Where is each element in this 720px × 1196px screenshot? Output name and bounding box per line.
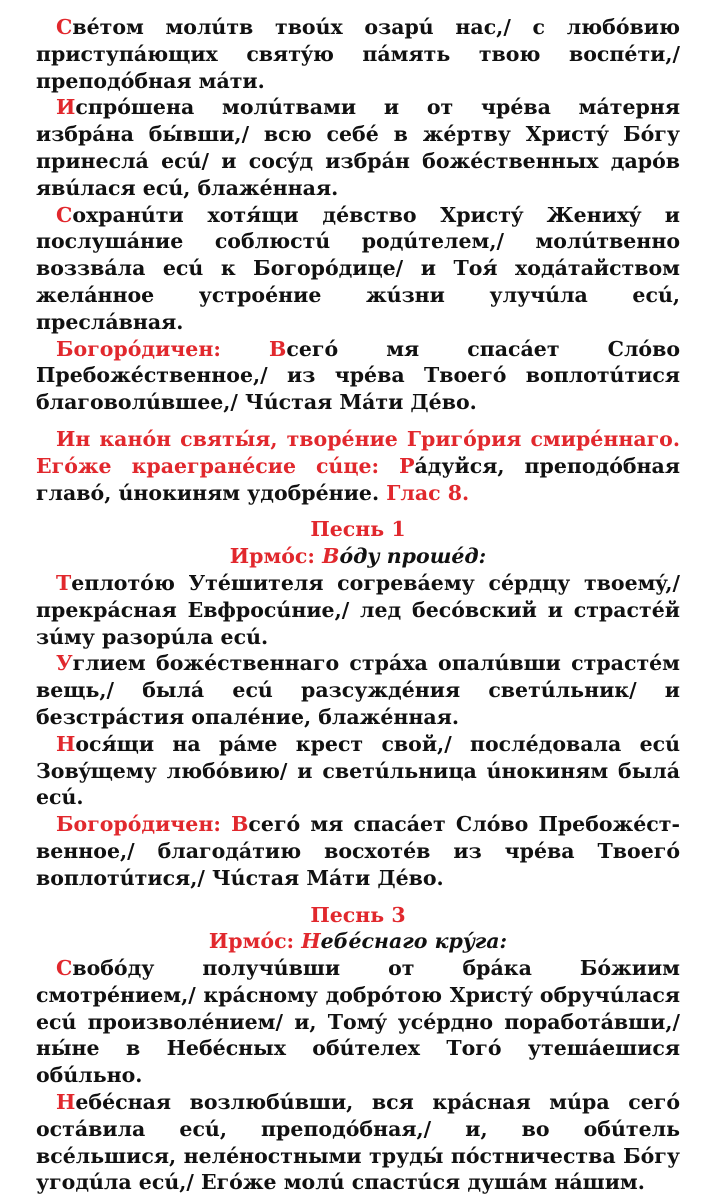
drop-initial: Н [56, 731, 76, 756]
theotokion-label: Богорóдичен: [56, 812, 221, 837]
canon-intro-rubric: Ин канóн святы́я, творéние Григóрия смирéннаго. Егóже краегранéсие сúце: [36, 426, 680, 478]
theotokion-1 [36, 336, 680, 416]
drop-initial: С [56, 956, 73, 981]
theotokion-text: сегó мя спасáет Слóво Пребожéственное,/ благодáтию восхотéв из чрéва Твоегó воплотúтися,/ Чúстая Мáти Дéво. [36, 812, 680, 890]
irmos-text: óду прошéд: [339, 544, 487, 569]
theotokion-label: Богорóдичен: [56, 336, 221, 361]
tone-label: Глас 8. [386, 480, 470, 505]
ode-1-irmos [36, 543, 680, 570]
verse-text: охранúти хотя́щи дéвство Христý Женихý и послушáние соблюстú родúтелем,/ молúтвенно воззвáла есú к Богорóдице/ и Тоя́ ходáтайством желáнное устроéние жúзни улучúла есú, преслáвная. [36, 202, 680, 334]
verse-text: глием божéственнаго стрáха опалúвши страстéм вещь,/ былá есú разсуждéния светúльник/ и безстрáстия опалéние, блажéнная. [36, 651, 680, 729]
irmos-text: ебéснаго крýга: [320, 929, 508, 954]
ode-1-verse-1 [36, 570, 680, 650]
acrostic-text: áдуйся, преподóбная главó, úнокиням удобрéние. [36, 453, 680, 505]
ode-3-verse-2 [36, 1089, 680, 1196]
canon-intro [36, 426, 680, 506]
ode-3-irmos [36, 928, 680, 955]
verse-3 [36, 202, 680, 336]
irmos-initial: Н [301, 929, 321, 954]
ode-1-title: Песнь 1 [310, 517, 406, 542]
ode-3-verse-1 [36, 955, 680, 1089]
verse-text: ося́щи на рáме крест свой,/ послéдовала есú Зовýщему любóвию/ и светúльница úнокиням былá есú. [36, 731, 680, 810]
drop-initial: Р [399, 453, 415, 478]
ode-1-verse-2 [36, 650, 680, 730]
irmos-label: Ирмóс: [229, 544, 315, 569]
drop-initial: У [56, 651, 73, 676]
theotokion-text: сегó мя спасáет Слóво Пребожéственное,/ из чрéва Твоегó воплотúтися благоволúвшее,/ Чúстая Мáти Дéво. [36, 336, 681, 415]
verse-1 [36, 14, 680, 94]
drop-initial: С [56, 15, 73, 39]
drop-initial: С [56, 202, 73, 227]
drop-initial: Н [56, 1090, 76, 1115]
drop-initial: И [56, 95, 76, 120]
drop-initial: В [231, 812, 249, 837]
ode-3-title: Песнь 3 [310, 902, 406, 927]
irmos-label: Ирмóс: [208, 929, 295, 954]
verse-text: еплотóю Утéшителя согревáему сéрдцу твоемý,/ прекрáсная Евфросúние,/ лед бесóвский и страстéй зúму разорúла есú. [36, 570, 680, 649]
ode-1-verse-3 [36, 731, 680, 811]
verse-text: вéтом молúтв твоúх озарú нас,/ с любóвию приступáющих святýю пáмять твою воспéти,/ преподóбная мáти. [36, 15, 680, 93]
verse-text: спрóшена молúтвами и от чрéва мáтерня избрáна бы́вши,/ всю себé в жéртву Христý Бóгу принеслá есú/ и сосýд избрáн божéственных дарóв явúлася есú, блажéнная. [36, 95, 680, 200]
verse-text: вобóду получúвши от брáка Бóжиим смотрéнием,/ крáсному добрóтою Христý обручúлася есú произволéнием/ и, Томý усéрдно поработáвши,/ ны́не в Небéсных обúтелех Тогó утешáешися обúльно. [36, 956, 680, 1088]
verse-text: ебéсная возлюбúвши, вся крáсная мúра сегó остáвила есú, преподóбная,/ и, во обúтель всéльшися, нелéностными труды́ пóстничества Бóгу угодúла есú,/ Егóже молú спастúся душáм нáшим. [36, 1090, 680, 1195]
drop-initial: Т [56, 570, 72, 595]
ode-1-theotokion [36, 811, 680, 891]
drop-initial: В [269, 336, 287, 361]
verse-2 [36, 94, 680, 201]
irmos-initial: В [322, 544, 340, 569]
